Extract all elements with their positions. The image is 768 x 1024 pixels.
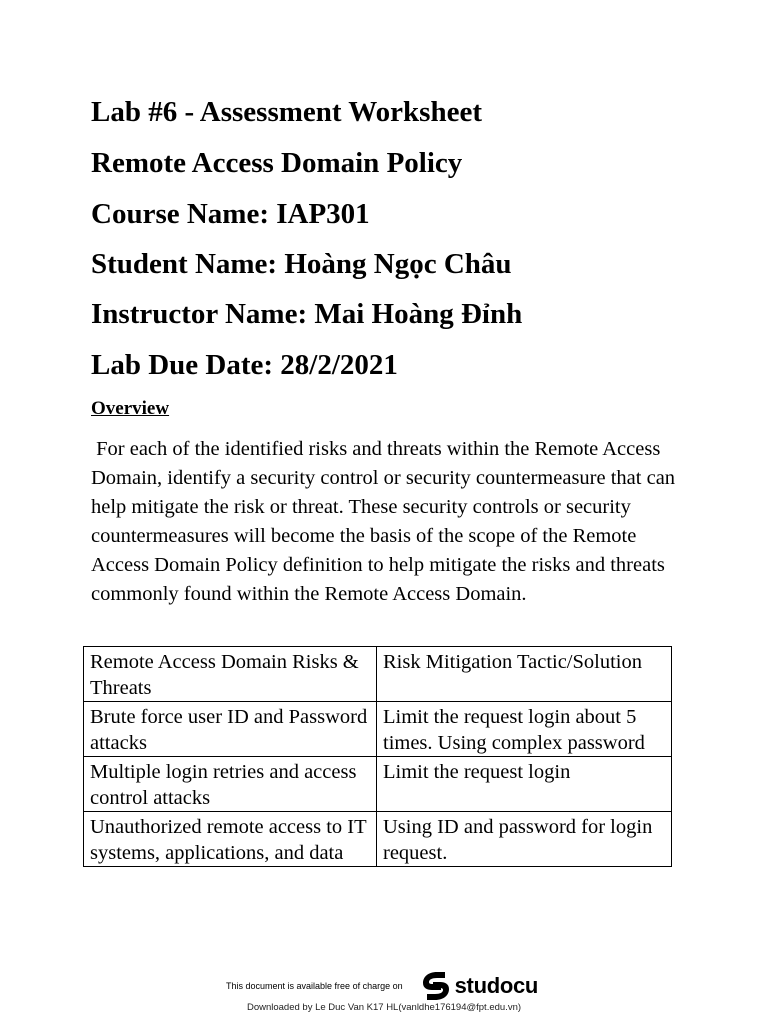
table-cell-risk: Unauthorized remote access to IT systems, applications, and data xyxy=(84,812,377,867)
table-row xyxy=(84,702,672,757)
policy-title: Remote Access Domain Policy xyxy=(91,147,463,179)
table-header-mitigation: Risk Mitigation Tactic/Solution xyxy=(377,647,672,702)
student-name: Student Name: Hoàng Ngọc Châu xyxy=(91,248,512,280)
footer-availability xyxy=(226,969,556,1003)
instructor-name: Instructor Name: Mai Hoàng Đỉnh xyxy=(91,298,523,330)
availability-note: This document is available free of charge on xyxy=(226,981,403,991)
table-row xyxy=(84,812,672,867)
table-header-risks: Remote Access Domain Risks & Threats xyxy=(84,647,377,702)
overview-heading: Overview xyxy=(91,398,170,419)
overview-paragraph: For each of the identified risks and threats within the Remote Access Domain, identify a security control or security countermeasure that can help mitigate the risk or threat. These security controls or security countermeasures will become the basis of the scope of the Remote Access Domain Policy definition to help mitigate the risks and threats commonly found within the Remote Access Domain. xyxy=(91,438,681,605)
table-header-row xyxy=(84,647,672,702)
studocu-logo-icon[interactable] xyxy=(421,970,451,1002)
course-name: Course Name: IAP301 xyxy=(91,198,370,230)
table-cell-mitigation: Limit the request login about 5 times. Using complex password xyxy=(377,702,672,757)
lab-title: Lab #6 - Assessment Worksheet xyxy=(91,96,482,128)
table-row xyxy=(84,757,672,812)
studocu-brand[interactable]: studocu xyxy=(454,973,539,998)
table-cell-risk: Brute force user ID and Password attacks xyxy=(84,702,377,757)
download-note: Downloaded by Le Duc Van K17 HL(vanldhe176194@fpt.edu.vn) xyxy=(246,1002,522,1013)
table-cell-mitigation: Using ID and password for login request. xyxy=(377,812,672,867)
risk-mitigation-table xyxy=(83,646,672,867)
lab-due-date: Lab Due Date: 28/2/2021 xyxy=(91,349,398,381)
table-cell-risk: Multiple login retries and access control attacks xyxy=(84,757,377,812)
table-cell-mitigation: Limit the request login xyxy=(377,757,672,812)
